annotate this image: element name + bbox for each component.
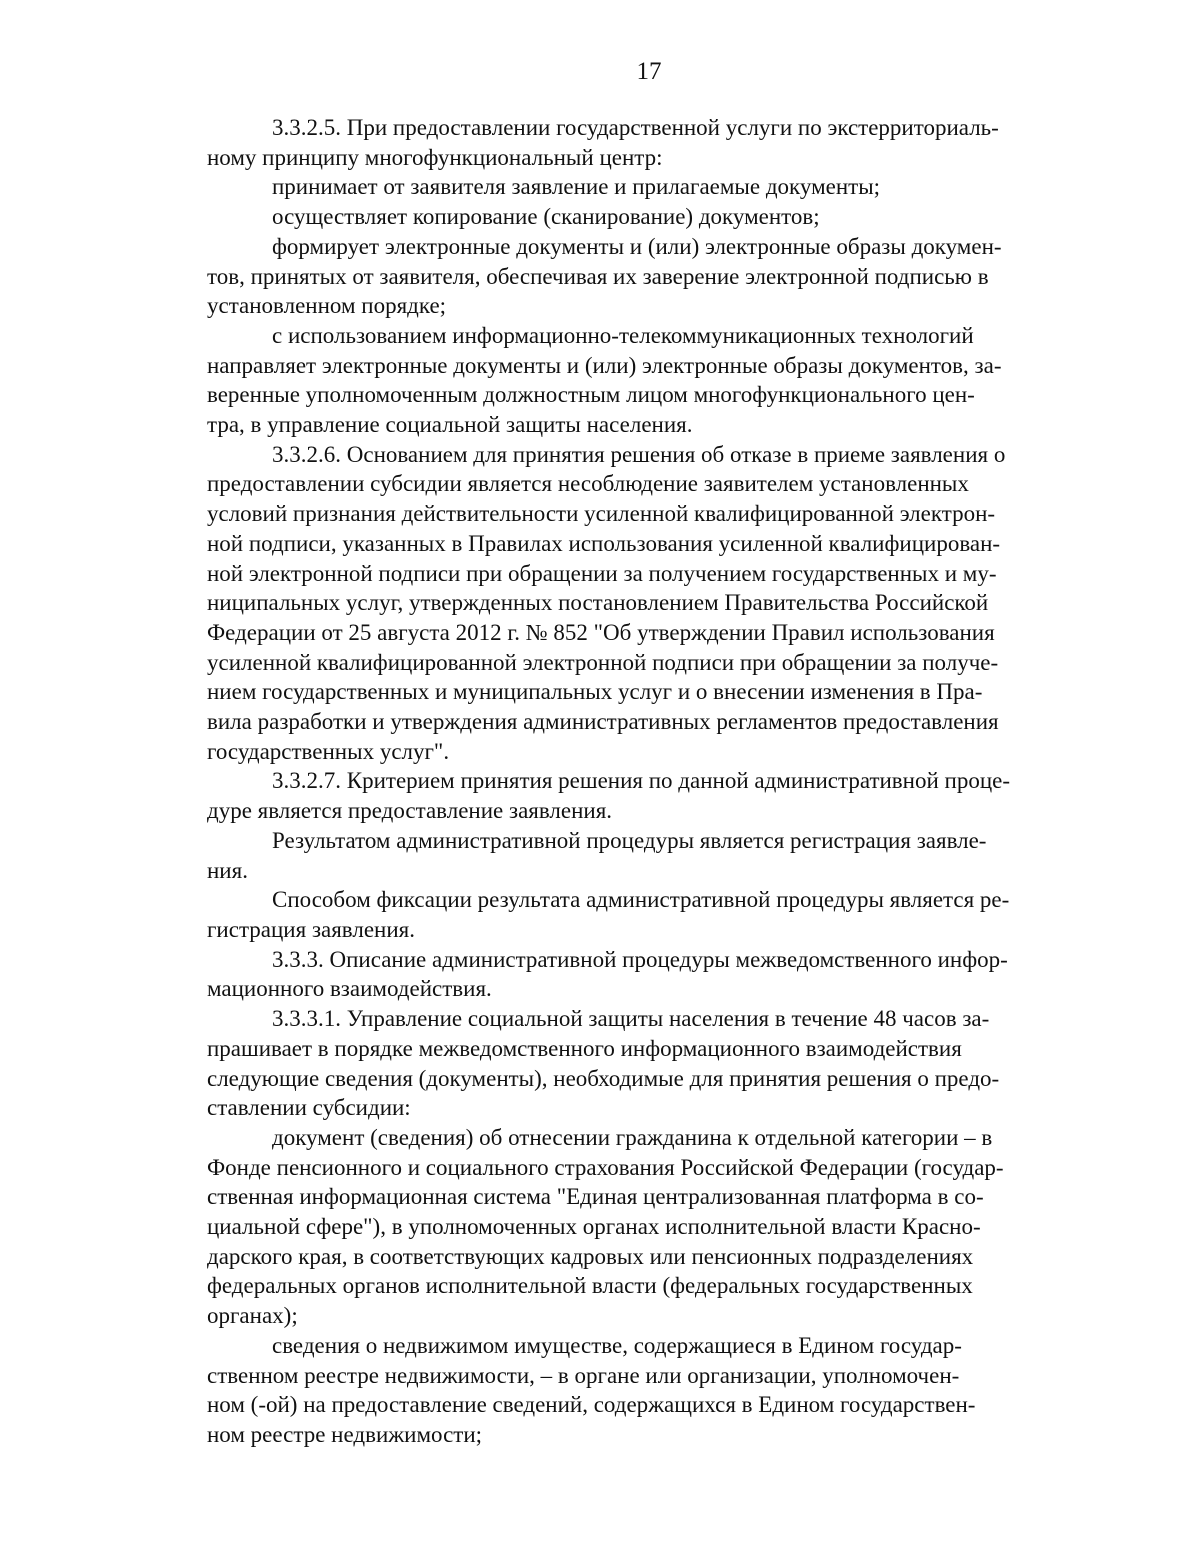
- paragraph-copies-documents: осуществляет копирование (сканирование) документов;: [272, 204, 820, 230]
- paragraph-sends-documents: с использованием информационно-телекоммуникационных технологий направляет электронные документы и (или) электронные образы документов, за- веренные уполномоченным должностным лицом многофункционального цен- тра, в управление социальной защиты населения.: [207, 322, 1002, 438]
- document-body: [207, 113, 1092, 1450]
- paragraph-result-fixation: Способом фиксации результата административной процедуры является ре- гистрация заявления.: [207, 887, 1010, 942]
- page-number: 17: [636, 58, 662, 85]
- paragraph-3-3-2-7: 3.3.2.7. Критерием принятия решения по данной административной проце- дуре является предоставление заявления.: [207, 768, 1011, 824]
- paragraph-procedure-result: Результатом административной процедуры является регистрация заявле- ния.: [207, 827, 987, 883]
- paragraph-real-estate-info: сведения о недвижимом имуществе, содержащиеся в Едином государ- ственном реестре недвижимости, – в органе или организации, уполномочен- ном (-ой) на предоставление сведений, содержащихся в Едином государствен- ном реестре недвижимости;: [207, 1332, 976, 1447]
- paragraph-category-document: документ (сведения) об отнесении гражданина к отдельной категории – в Фонде пенсионного и социального страхования Российской Федерации (государ- ственная информационная система "Единая централизованная платформа в со- циальной сфере"), в уполномоченных органах исполнительной власти Красно- дарского края, в соответствующих кадровых или пенсионных подразделениях федеральных органов исполнительной власти (федеральных государственных органах);: [207, 1124, 1004, 1329]
- paragraph-3-3-2-6: 3.3.2.6. Основанием для принятия решения об отказе в приеме заявления о предоставлении субсидии является несоблюдение заявителем установленных условий признания действительности усиленной квалифицированной электрон- ной подписи, указанных в Правилах использования усиленной квалифицирован- ной электронной подписи при обращении за получением государственных и му- ниципальных услуг, утвержденных постановлением Правительства Российской Федерации от 25 августа 2012 г. № 852 "Об утверждении Правил использования усиленной квалифицированной электронной подписи при обращении за получе- нием государственных и муниципальных услуг и о внесении изменения в Пра- вила разработки и утверждения административных регламентов предоставления государственных услуг".: [207, 441, 1006, 764]
- paragraph-accepts-application: принимает от заявителя заявление и прилагаемые документы;: [272, 174, 881, 200]
- paragraph-forms-electronic-documents: формирует электронные документы и (или) электронные образы докумен- тов, принятых от заявителя, обеспечивая их заверение электронной подписью в установленном порядке;: [207, 233, 1002, 319]
- paragraph-3-3-3-1: 3.3.3.1. Управление социальной защиты населения в течение 48 часов за- прашивает в порядке межведомственного информационного взаимодействия следующие сведения (документы), необходимые для принятия решения о предо- ставлении субсидии:: [207, 1006, 1000, 1121]
- paragraph-3-3-3: 3.3.3. Описание административной процедуры межведомственного инфор- мационного взаимодействия.: [207, 946, 1008, 1002]
- paragraph-3-3-2-5: 3.3.2.5. При предоставлении государственной услуги по экстерриториаль- ному принципу многофункциональный центр:: [207, 115, 999, 170]
